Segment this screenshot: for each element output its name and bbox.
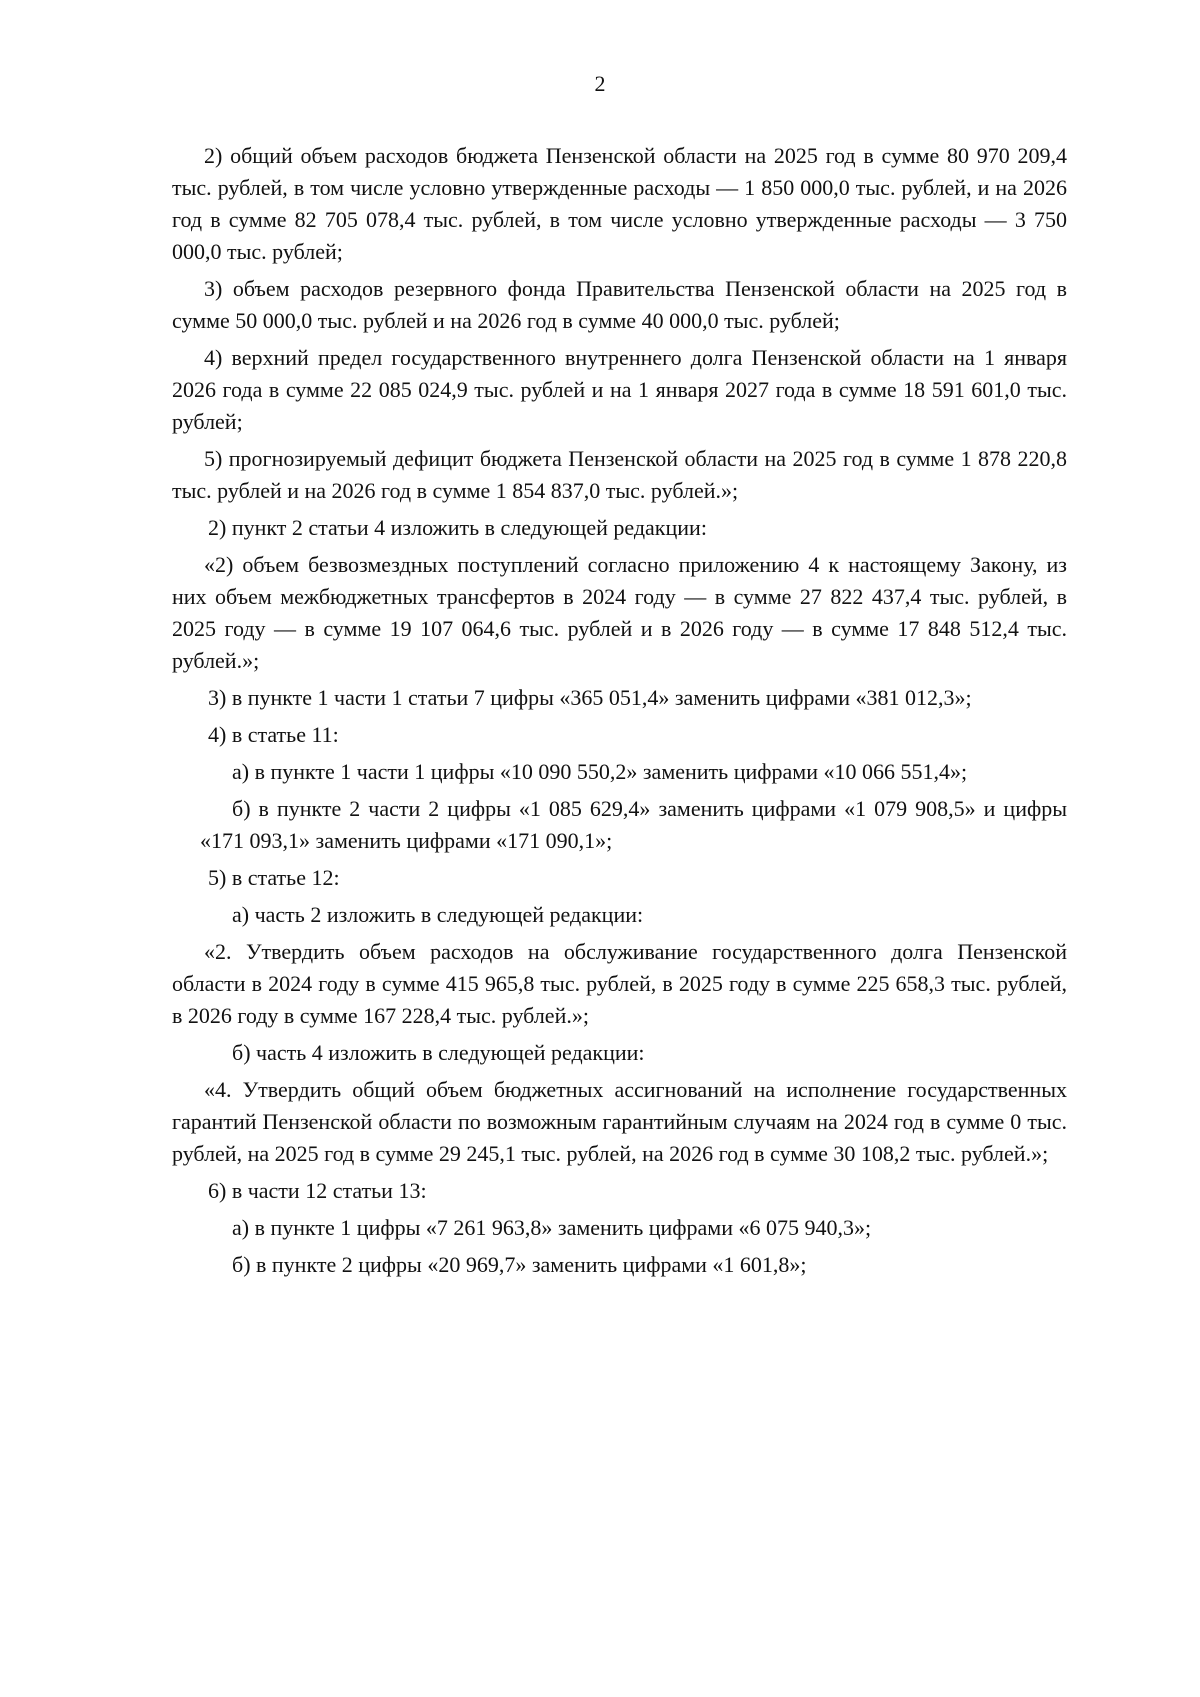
paragraph-item-4a: а) в пункте 1 части 1 цифры «10 090 550,2» заменить цифрами «10 066 551,4»; xyxy=(232,759,968,784)
document-body xyxy=(172,140,1067,1286)
paragraph-item-6a: а) в пункте 1 цифры «7 261 963,8» заменить цифрами «6 075 940,3»; xyxy=(232,1215,872,1240)
paragraph-item-6b: б) в пункте 2 цифры «20 969,7» заменить цифрами «1 601,8»; xyxy=(232,1252,807,1277)
paragraph-gratuitous-receipts: «2) объем безвозмездных поступлений согласно приложению 4 к настоящему Закону, из них объем межбюджетных трансфертов в 2024 году — в сумме 27 822 437,4 тыс. рублей, в 2025 году — в сумме 19 107 064,6 тыс. рублей и в 2026 году — в сумме 17 848 512,4 тыс. рублей.»; xyxy=(172,552,1067,673)
paragraph-item-6-heading: 6) в части 12 статьи 13: xyxy=(208,1178,427,1203)
page-number: 2 xyxy=(594,71,606,96)
paragraph-deficit: 5) прогнозируемый дефицит бюджета Пензенской области на 2025 год в сумме 1 878 220,8 тыс. рублей и на 2026 год в сумме 1 854 837,0 тыс. рублей.»; xyxy=(172,446,1067,503)
paragraph-guarantees: «4. Утвердить общий объем бюджетных ассигнований на исполнение государственных гарантий Пензенской области по возможным гарантийным случаям на 2024 год в сумме 0 тыс. рублей, на 2025 год в сумме 29 245,1 тыс. рублей, на 2026 год в сумме 30 108,2 тыс. рублей.»; xyxy=(172,1077,1067,1166)
paragraph-item-5-heading: 5) в статье 12: xyxy=(208,865,340,890)
paragraph-item-4-heading: 4) в статье 11: xyxy=(208,722,339,747)
paragraph-item-2-heading: 2) пункт 2 статьи 4 изложить в следующей редакции: xyxy=(208,515,707,540)
paragraph-reserve-fund: 3) объем расходов резервного фонда Правительства Пензенской области на 2025 год в сумме 50 000,0 тыс. рублей и на 2026 год в сумме 40 000,0 тыс. рублей; xyxy=(172,276,1067,333)
paragraph-expenses-total: 2) общий объем расходов бюджета Пензенской области на 2025 год в сумме 80 970 209,4 тыс. рублей, в том числе условно утвержденные расходы — 1 850 000,0 тыс. рублей, и на 2026 год в сумме 82 705 078,4 тыс. рублей, в том числе условно утвержденные расходы — 3 750 000,0 тыс. рублей; xyxy=(172,143,1067,264)
paragraph-item-4b: б) в пункте 2 части 2 цифры «1 085 629,4» заменить цифрами «1 079 908,5» и цифры «171 093,1» заменить цифрами «171 090,1»; xyxy=(200,796,1067,853)
paragraph-debt-limit: 4) верхний предел государственного внутреннего долга Пензенской области на 1 января 2026 года в сумме 22 085 024,9 тыс. рублей и на 1 января 2027 года в сумме 18 591 601,0 тыс. рублей; xyxy=(172,345,1067,434)
paragraph-item-3: 3) в пункте 1 части 1 статьи 7 цифры «365 051,4» заменить цифрами «381 012,3»; xyxy=(208,685,972,710)
paragraph-item-5a: а) часть 2 изложить в следующей редакции: xyxy=(232,902,644,927)
paragraph-item-5b: б) часть 4 изложить в следующей редакции: xyxy=(232,1040,645,1065)
paragraph-debt-service: «2. Утвердить объем расходов на обслуживание государственного долга Пензенской области в 2024 году в сумме 415 965,8 тыс. рублей, в 2025 году в сумме 225 658,3 тыс. рублей, в 2026 году в сумме 167 228,4 тыс. рублей.»; xyxy=(172,939,1067,1028)
